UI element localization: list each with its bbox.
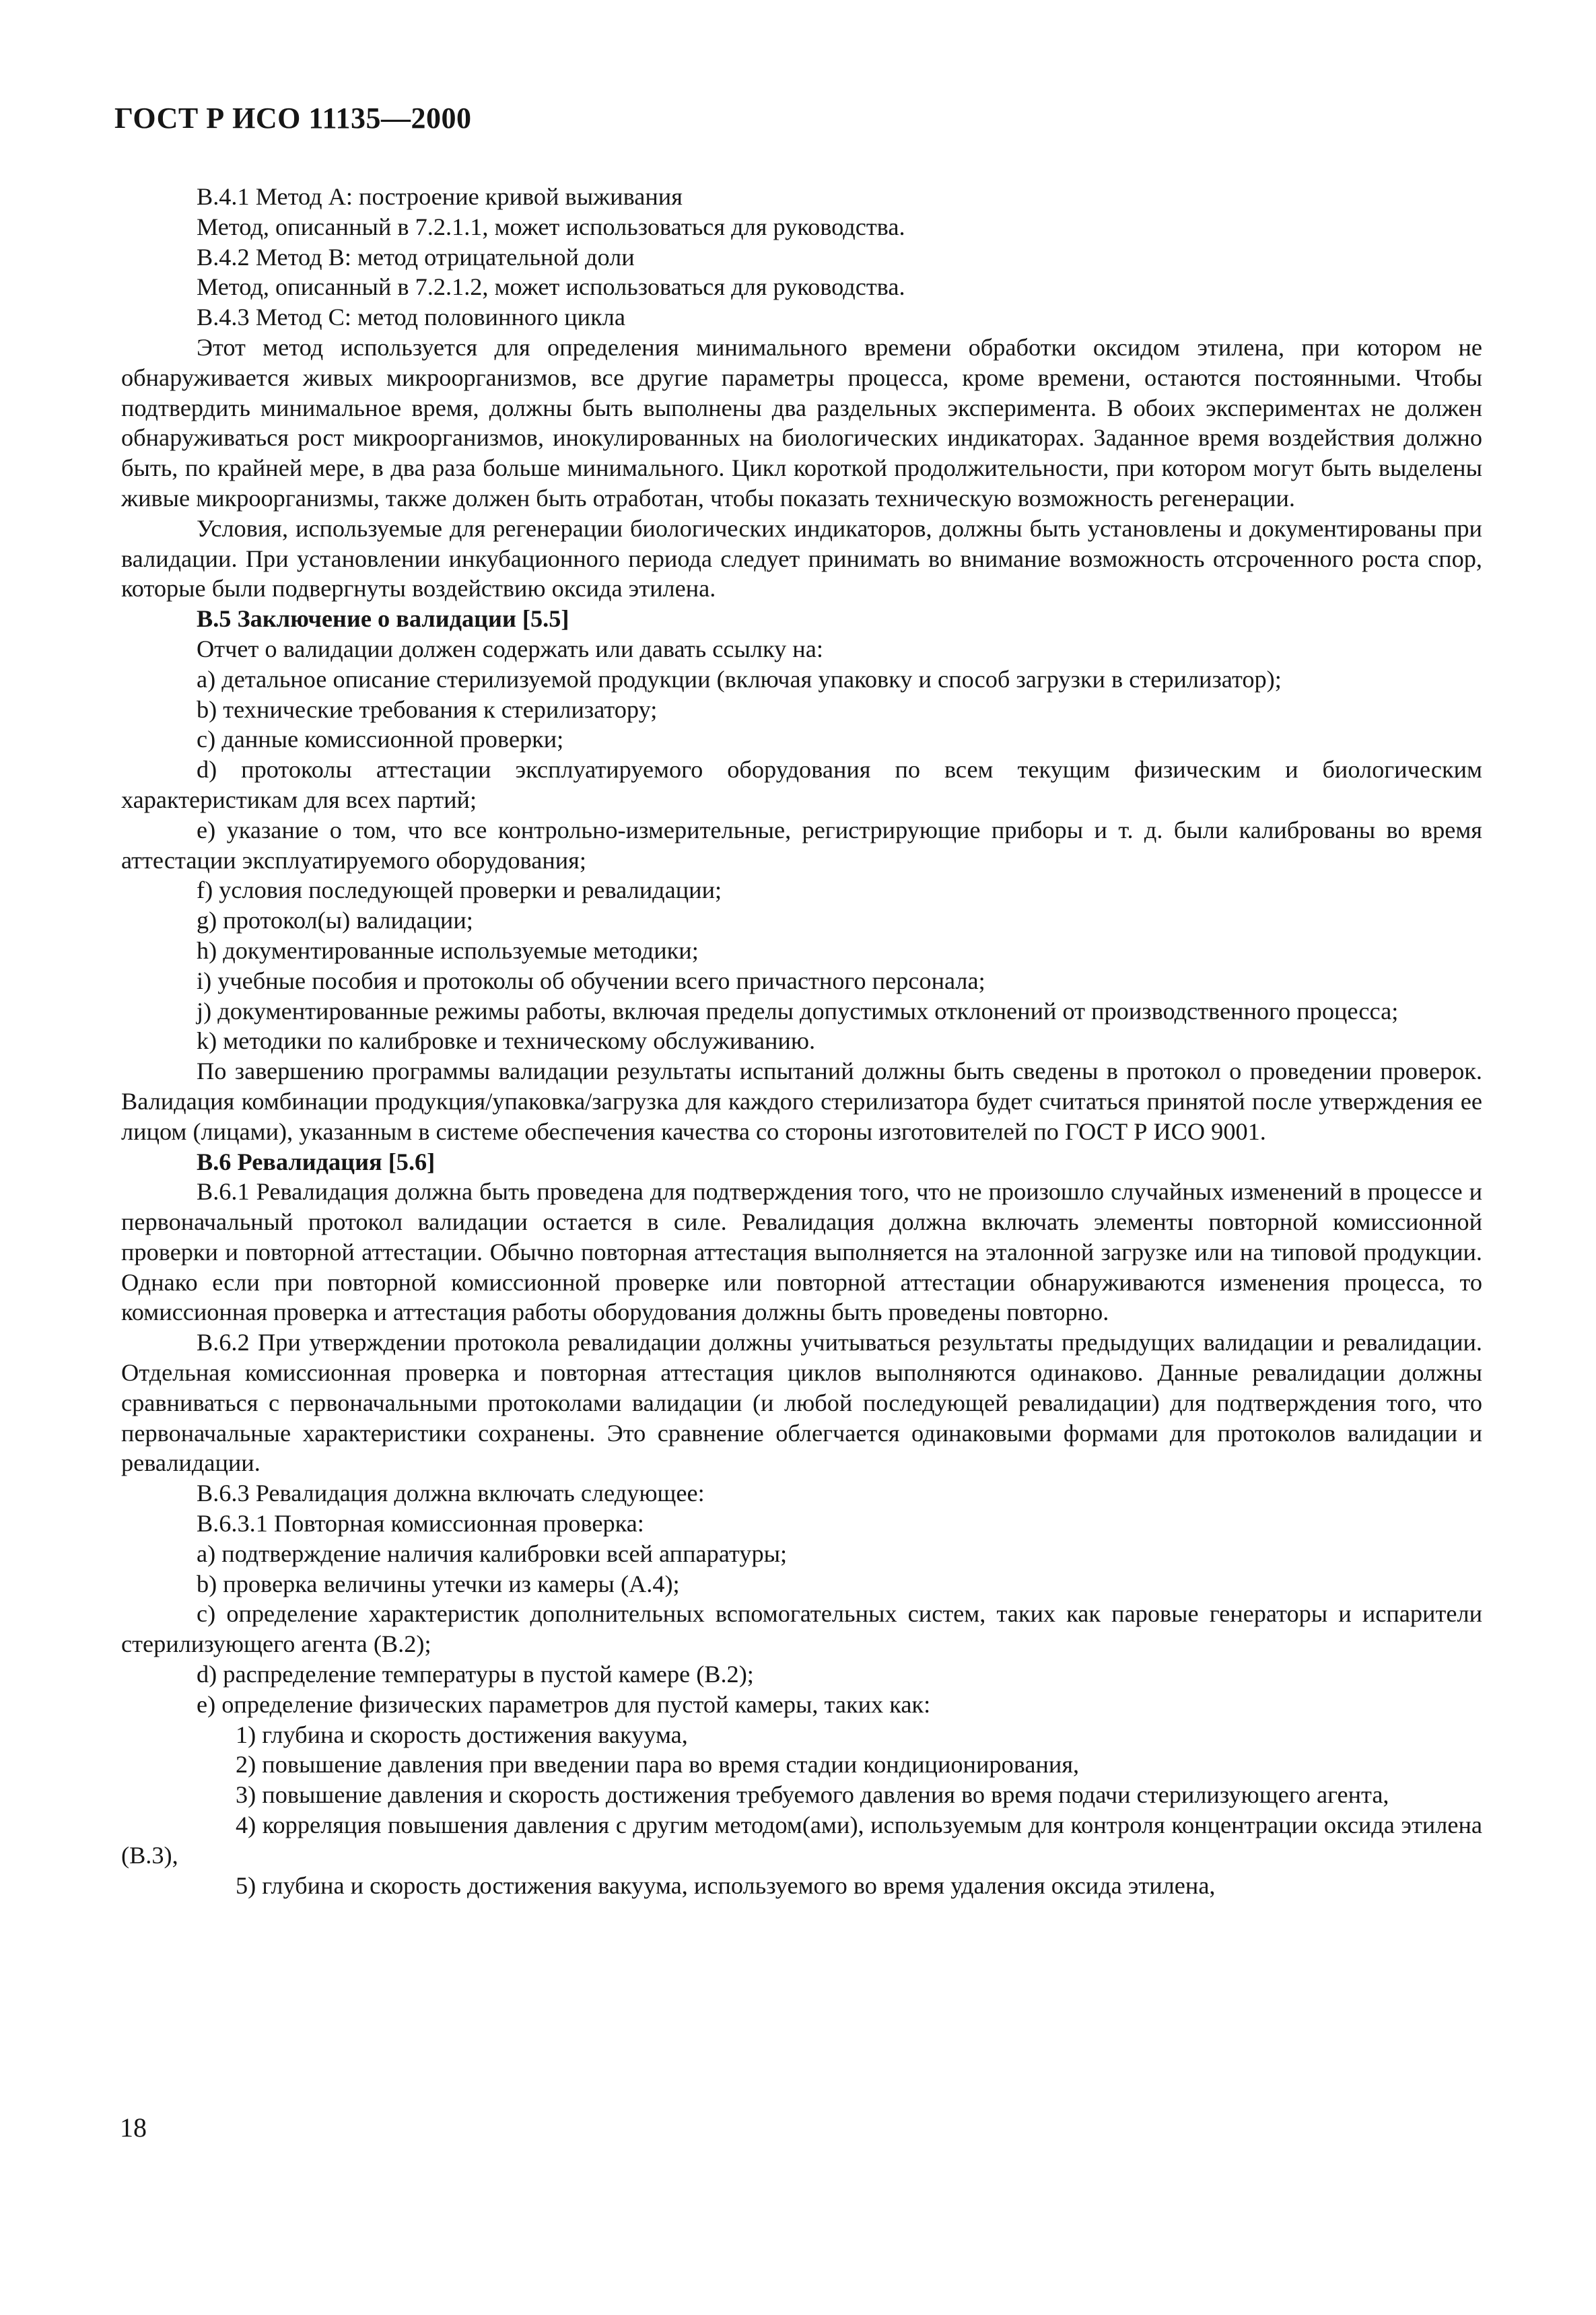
list-item: e) определение физических параметров для пустой камеры, таких как: bbox=[197, 1690, 931, 1718]
list-item: k) методики по калибровке и техническому обслуживанию. bbox=[197, 1027, 816, 1055]
paragraph: По завершению программы валидации результаты испытаний должны быть сведены в протокол о проведении проверок. Валидация комбинации продукция/упаковка/загрузка для каждого стерилизатора будет считаться принятой после утверждения ее лицом (лицами), указанным в системе обеспечения качества со стороны изготовителей по ГОСТ Р ИСО 9001. bbox=[121, 1058, 1482, 1145]
sub-list-item: 2) повышение давления при введении пара во время стадии кондиционирования, bbox=[236, 1751, 1080, 1778]
paragraph: Метод, описанный в 7.2.1.2, может использоваться для руководства. bbox=[197, 273, 905, 301]
paragraph: В.6.3 Ревалидация должна включать следующее: bbox=[197, 1480, 705, 1507]
list-item: d) распределение температуры в пустой камере (В.2); bbox=[197, 1661, 754, 1688]
list-item: d) протоколы аттестации эксплуатируемого оборудования по всем текущим физическим и биологическим характеристикам для всех партий; bbox=[121, 756, 1482, 813]
list-item: f) условия последующей проверки и ревалидации; bbox=[197, 876, 722, 904]
list-item: g) протокол(ы) валидации; bbox=[197, 907, 473, 934]
paragraph: В.4.2 Метод В: метод отрицательной доли bbox=[197, 243, 635, 271]
list-item: a) подтверждение наличия калибровки всей аппаратуры; bbox=[197, 1540, 788, 1567]
paragraph: В.6.1 Ревалидация должна быть проведена для подтверждения того, что не произошло случайных изменений в процессе и первоначальный протокол валидации остается в силе. Ревалидация должна включать элементы повторной комиссионной проверки и повторной аттестации. Обычно повторная аттестация выполняется на эталонной загрузке или на типовой продукции. Однако если при повторной комиссионной проверке или повторной аттестации обнаруживаются изменения процесса, то комиссионная проверка и аттестация работы оборудования должны быть проведены повторно. bbox=[121, 1178, 1482, 1326]
paragraph: В.4.3 Метод С: метод половинного цикла bbox=[197, 304, 625, 331]
paragraph: Условия, используемые для регенерации биологических индикаторов, должны быть установлены и документированы при валидации. При установлении инкубационного периода следует принимать во внимание возможность отсроченного роста спор, которые были подвергнуты воздействию оксида этилена. bbox=[121, 514, 1482, 602]
list-item: h) документированные используемые методики; bbox=[197, 936, 699, 964]
paragraph: Этот метод используется для определения минимального времени обработки оксидом этилена, при котором не обнаруживается живых микроорганизмов, все другие параметры процесса, кроме времени, остаются постоянными. Чтобы подтвердить минимальное время, должны быть выполнены два раздельных эксперимента. В обоих экспериментах не должен обнаруживаться рост микроорганизмов, инокулированных на биологических индикаторах. Заданное время воздействия должно быть, по крайней мере, в два раза больше минимального. Цикл короткой продолжительности, при котором могут быть выделены живые микроорганизмы, также должен быть отработан, чтобы показать техническую возможность регенерации. bbox=[121, 333, 1482, 512]
section-heading: В.6 Ревалидация [5.6] bbox=[197, 1148, 436, 1175]
document-header: ГОСТ Р ИСО 11135—2000 bbox=[114, 102, 472, 135]
list-item: b) технические требования к стерилизатору; bbox=[197, 695, 658, 723]
sub-list-item: 3) повышение давления и скорость достижения требуемого давления во время подачи стерилизующего агента, bbox=[236, 1781, 1389, 1809]
list-item: c) данные комиссионной проверки; bbox=[197, 726, 564, 753]
list-item: b) проверка величины утечки из камеры (А.4); bbox=[197, 1570, 680, 1597]
sub-list-item: 1) глубина и скорость достижения вакуума, bbox=[236, 1721, 688, 1748]
paragraph: В.4.1 Метод А: построение кривой выживания bbox=[197, 183, 683, 210]
paragraph: Метод, описанный в 7.2.1.1, может использоваться для руководства. bbox=[197, 213, 905, 240]
list-item: e) указание о том, что все контрольно-измерительные, регистрирующие приборы и т. д. были калиброваны во время аттестации эксплуатируемого оборудования; bbox=[121, 816, 1482, 874]
paragraph: В.6.3.1 Повторная комиссионная проверка: bbox=[197, 1510, 644, 1537]
list-item: a) детальное описание стерилизуемой продукции (включая упаковку и способ загрузки в стерилизатор); bbox=[197, 665, 1282, 693]
list-item: c) определение характеристик дополнительных вспомогательных систем, таких как паровые генераторы и испарители стерилизующего агента (В.2); bbox=[121, 1600, 1482, 1658]
sub-list-item: 5) глубина и скорость достижения вакуума, используемого во время удаления оксида этилена, bbox=[236, 1871, 1216, 1899]
section-heading: В.5 Заключение о валидации [5.5] bbox=[197, 605, 569, 633]
page-number: 18 bbox=[120, 2112, 147, 2143]
paragraph: Отчет о валидации должен содержать или давать ссылку на: bbox=[197, 635, 823, 662]
list-item: j) документированные режимы работы, включая пределы допустимых отклонений от производственного процесса; bbox=[197, 997, 1399, 1025]
paragraph: В.6.2 При утверждении протокола ревалидации должны учитываться результаты предыдущих валидации и ревалидации. Отдельная комиссионная проверка и повторная аттестация циклов выполняются одинаково. Данные ревалидации должны сравниваться с первоначальными протоколами валидации (и любой последующей ревалидации) для подтверждения того, что первоначальные характеристики сохранены. Это сравнение облегчается одинаковыми формами для протоколов валидации и ревалидации. bbox=[121, 1329, 1482, 1477]
document-body bbox=[121, 182, 1482, 1900]
list-item: i) учебные пособия и протоколы об обучении всего причастного персонала; bbox=[197, 967, 985, 994]
sub-list-item: 4) корреляция повышения давления с другим методом(ами), используемым для контроля концентрации оксида этилена (В.3), bbox=[121, 1811, 1482, 1869]
